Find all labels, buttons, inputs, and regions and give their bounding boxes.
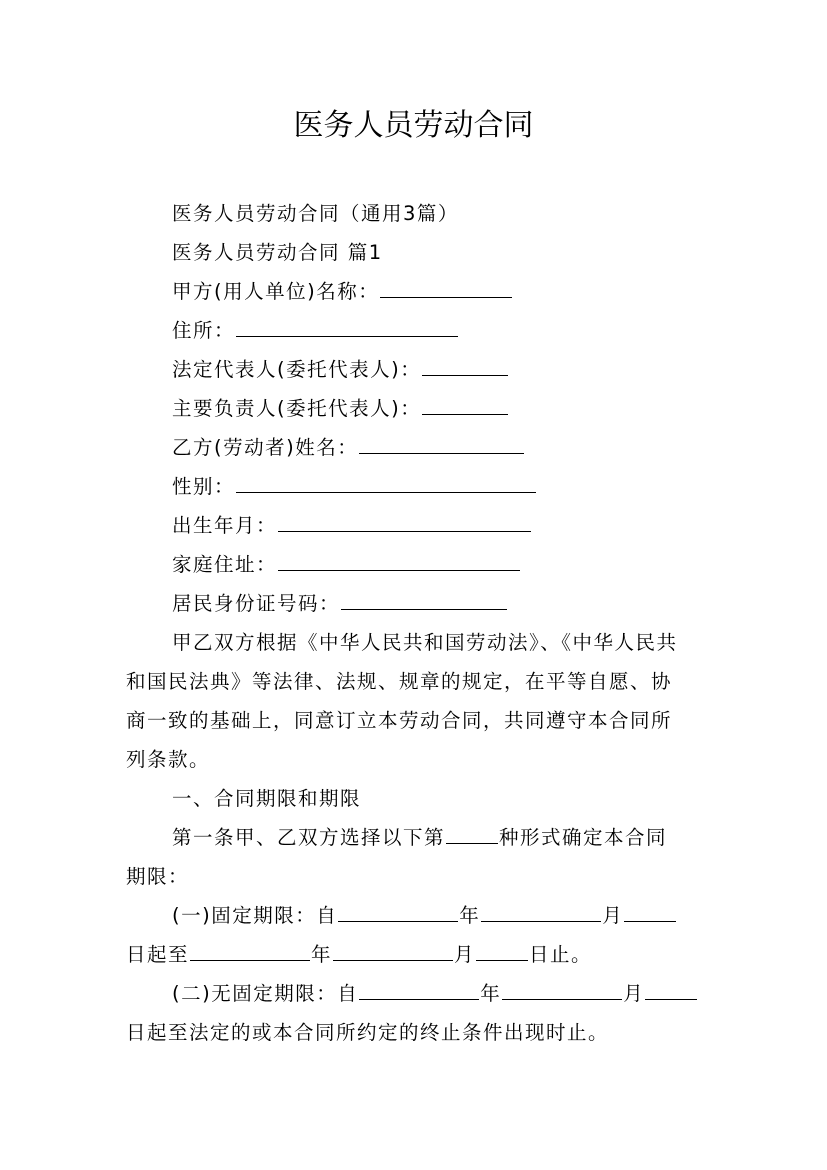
open-month-blank xyxy=(502,998,622,1000)
address-line xyxy=(172,315,459,343)
home-address-blank xyxy=(278,569,520,571)
month-label: 月 xyxy=(454,943,476,966)
party-a-name-line xyxy=(172,276,513,304)
principal-label: 主要负责人(委托代表人)： xyxy=(172,397,422,420)
section-heading: 一、合同期限和期限 xyxy=(172,787,362,810)
gender-label: 性别： xyxy=(172,475,236,498)
party-a-name-label: 甲方(用人单位)名称： xyxy=(172,280,380,303)
fixed-month-blank xyxy=(481,920,601,922)
paragraph-line: 和国民法典》等法律、法规、规章的规定，在平等自愿、协 xyxy=(126,670,673,693)
open-term-continuation: 日起至法定的或本合同所约定的终止条件出现时止。 xyxy=(126,1021,610,1044)
address-blank xyxy=(236,335,458,337)
fixed-term-line xyxy=(172,900,677,928)
gender-line xyxy=(172,471,537,499)
paragraph-line: 甲乙双方根据《中华人民共和国劳动法》、《中华人民共 xyxy=(172,631,678,654)
paragraph-line: 商一致的基础上，同意订立本劳动合同，共同遵守本合同所 xyxy=(126,709,673,732)
home-address-line xyxy=(172,549,521,577)
address-label: 住所： xyxy=(172,319,236,342)
open-term-line xyxy=(172,978,698,1006)
party-b-name-blank xyxy=(359,452,524,454)
open-term-label: (二)无固定期限：自 xyxy=(172,982,359,1005)
part-heading: 医务人员劳动合同 篇1 xyxy=(172,241,383,264)
article-1-blank xyxy=(446,842,498,844)
party-a-name-blank xyxy=(380,296,512,298)
month-label: 月 xyxy=(623,982,645,1005)
day-start-label: 日起至 xyxy=(126,943,190,966)
end-month-blank xyxy=(333,959,453,961)
party-b-name-line xyxy=(172,432,525,460)
day-end-label: 日止。 xyxy=(529,943,593,966)
article-1-text-b: 种形式确定本合同 xyxy=(499,826,668,849)
year-label: 年 xyxy=(311,943,333,966)
principal-line xyxy=(172,393,509,421)
end-day-blank xyxy=(476,959,528,961)
document-title: 医务人员劳动合同 xyxy=(293,108,534,143)
end-year-blank xyxy=(190,959,310,961)
id-number-label: 居民身份证号码： xyxy=(172,592,341,615)
month-label: 月 xyxy=(602,904,624,927)
legal-rep-line xyxy=(172,354,509,382)
birth-line xyxy=(172,510,532,538)
open-day-blank xyxy=(645,998,697,1000)
birth-label: 出生年月： xyxy=(172,514,278,537)
article-1-line xyxy=(172,822,667,850)
document-subtitle: 医务人员劳动合同（通用3篇） xyxy=(172,202,459,225)
fixed-year-blank xyxy=(338,920,458,922)
principal-blank xyxy=(422,413,508,415)
home-address-label: 家庭住址： xyxy=(172,553,278,576)
id-number-blank xyxy=(341,608,507,610)
open-year-blank xyxy=(359,998,479,1000)
birth-blank xyxy=(278,530,531,532)
year-label: 年 xyxy=(459,904,481,927)
legal-rep-label: 法定代表人(委托代表人)： xyxy=(172,358,422,381)
article-1-text-a: 第一条甲、乙双方选择以下第 xyxy=(172,826,446,849)
fixed-day-blank xyxy=(624,920,676,922)
fixed-term-label: (一)固定期限：自 xyxy=(172,904,338,927)
fixed-term-end-line xyxy=(126,939,592,967)
party-b-name-label: 乙方(劳动者)姓名： xyxy=(172,436,359,459)
paragraph-line: 列条款。 xyxy=(126,748,211,771)
year-label: 年 xyxy=(480,982,502,1005)
id-number-line xyxy=(172,588,508,616)
legal-rep-blank xyxy=(422,374,508,376)
gender-blank xyxy=(236,491,536,493)
article-1-continuation: 期限： xyxy=(126,865,190,888)
